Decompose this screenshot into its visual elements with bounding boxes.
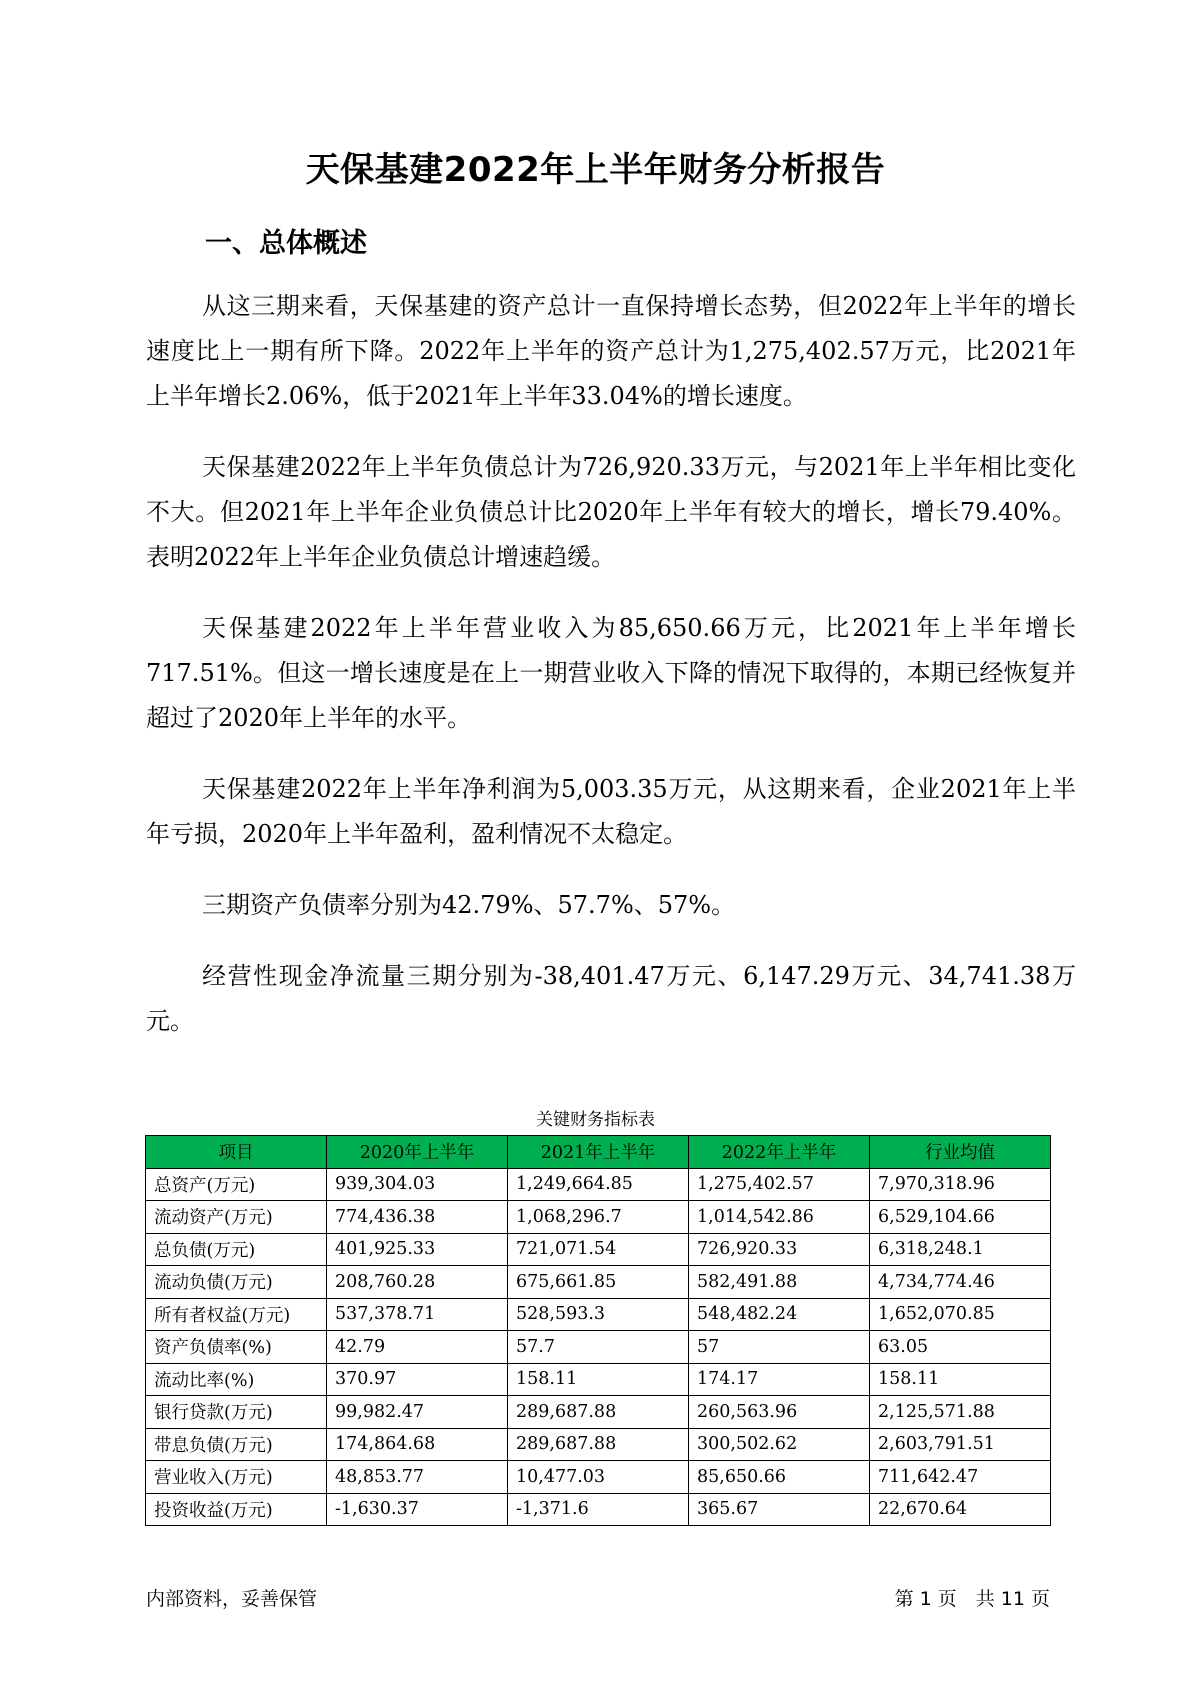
document-title: 天保基建2022年上半年财务分析报告 [305,150,886,190]
table-cell: 675,661.85 [508,1266,689,1299]
table-cell: 582,491.88 [689,1266,870,1299]
table-row [146,1298,1051,1331]
table-cell: 1,014,542.86 [689,1201,870,1234]
header-cell: 2022年上半年 [689,1136,870,1169]
table-row [146,1266,1051,1299]
table-cell: 721,071.54 [508,1233,689,1266]
header-cell: 2020年上半年 [327,1136,508,1169]
table-cell: 资产负债率(%) [146,1331,327,1364]
table-row [146,1363,1051,1396]
table-cell: 289,687.88 [508,1396,689,1429]
table-cell: 4,734,774.46 [870,1266,1051,1299]
summary-body [146,284,1076,1070]
table-caption: 关键财务指标表 [536,1110,655,1130]
table-cell: 774,436.38 [327,1201,508,1234]
table-cell: 289,687.88 [508,1428,689,1461]
table-cell: 6,529,104.66 [870,1201,1051,1234]
paragraph: 三期资产负债率分别为42.79%、57.7%、57%。 [202,891,736,919]
table-header-row [146,1136,1051,1169]
table-cell: 370.97 [327,1363,508,1396]
table-cell: 158.11 [508,1363,689,1396]
table-cell: -1,371.6 [508,1493,689,1526]
table-cell: 208,760.28 [327,1266,508,1299]
paragraph: 天保基建2022年上半年负债总计为726,920.33万元，与2021年上半年相比变化不大。但2021年上半年企业负债总计比2020年上半年有较大的增长，增长79.40%。表明2022年上半年企业负债总计增速趋缓。 [146,453,1076,571]
table-cell: 401,925.33 [327,1233,508,1266]
table-cell: 总资产(万元) [146,1168,327,1201]
table-cell: 939,304.03 [327,1168,508,1201]
table-cell: 1,068,296.7 [508,1201,689,1234]
table-cell: 流动比率(%) [146,1363,327,1396]
page-number: 第 1 页 共 11 页 [894,1588,1050,1610]
table-cell: 流动资产(万元) [146,1201,327,1234]
table-cell: 总负债(万元) [146,1233,327,1266]
table-cell: 300,502.62 [689,1428,870,1461]
table-cell: 10,477.03 [508,1461,689,1494]
table-row [146,1396,1051,1429]
table-row [146,1331,1051,1364]
table-cell: 365.67 [689,1493,870,1526]
table-cell: 158.11 [870,1363,1051,1396]
table-cell: 528,593.3 [508,1298,689,1331]
table-cell: 2,603,791.51 [870,1428,1051,1461]
table-cell: 57 [689,1331,870,1364]
table-row [146,1461,1051,1494]
header-cell: 2021年上半年 [508,1136,689,1169]
table-cell: 投资收益(万元) [146,1493,327,1526]
table-cell: 48,853.77 [327,1461,508,1494]
paragraph: 天保基建2022年上半年营业收入为85,650.66万元，比2021年上半年增长717.51%。但这一增长速度是在上一期营业收入下降的情况下取得的，本期已经恢复并超过了2020年上半年的水平。 [146,614,1076,732]
table-cell: 537,378.71 [327,1298,508,1331]
table-cell: 174.17 [689,1363,870,1396]
table-cell: 99,982.47 [327,1396,508,1429]
table-cell: 7,970,318.96 [870,1168,1051,1201]
table-row [146,1493,1051,1526]
table-cell: 所有者权益(万元) [146,1298,327,1331]
table-cell: 57.7 [508,1331,689,1364]
table-cell: 711,642.47 [870,1461,1051,1494]
table-cell: 2,125,571.88 [870,1396,1051,1429]
table-cell: 260,563.96 [689,1396,870,1429]
table-cell: 63.05 [870,1331,1051,1364]
table-cell: 银行贷款(万元) [146,1396,327,1429]
table-row [146,1428,1051,1461]
paragraph: 天保基建2022年上半年净利润为5,003.35万元，从这期来看，企业2021年上半年亏损，2020年上半年盈利，盈利情况不太稳定。 [146,775,1076,848]
table-row [146,1201,1051,1234]
table-cell: 营业收入(万元) [146,1461,327,1494]
table-cell: 42.79 [327,1331,508,1364]
header-cell: 行业均值 [870,1136,1051,1169]
table-cell: 1,249,664.85 [508,1168,689,1201]
financial-indicators-table [145,1135,1051,1526]
table-cell: -1,630.37 [327,1493,508,1526]
table-cell: 带息负债(万元) [146,1428,327,1461]
section-heading: 一、总体概述 [205,228,367,259]
table-cell: 726,920.33 [689,1233,870,1266]
table-cell: 1,652,070.85 [870,1298,1051,1331]
table-row [146,1233,1051,1266]
table-cell: 174,864.68 [327,1428,508,1461]
footer-confidential-note: 内部资料，妥善保管 [146,1588,318,1610]
table-cell: 548,482.24 [689,1298,870,1331]
paragraph: 从这三期来看，天保基建的资产总计一直保持增长态势，但2022年上半年的增长速度比上一期有所下降。2022年上半年的资产总计为1,275,402.57万元，比2021年上半年增长2.06%，低于2021年上半年33.04%的增长速度。 [146,292,1076,410]
table-cell: 1,275,402.57 [689,1168,870,1201]
table-cell: 6,318,248.1 [870,1233,1051,1266]
table-row [146,1168,1051,1201]
table-cell: 22,670.64 [870,1493,1051,1526]
header-cell: 项目 [146,1136,327,1169]
table-cell: 85,650.66 [689,1461,870,1494]
paragraph: 经营性现金净流量三期分别为-38,401.47万元、6,147.29万元、34,741.38万元。 [146,962,1076,1035]
table-cell: 流动负债(万元) [146,1266,327,1299]
